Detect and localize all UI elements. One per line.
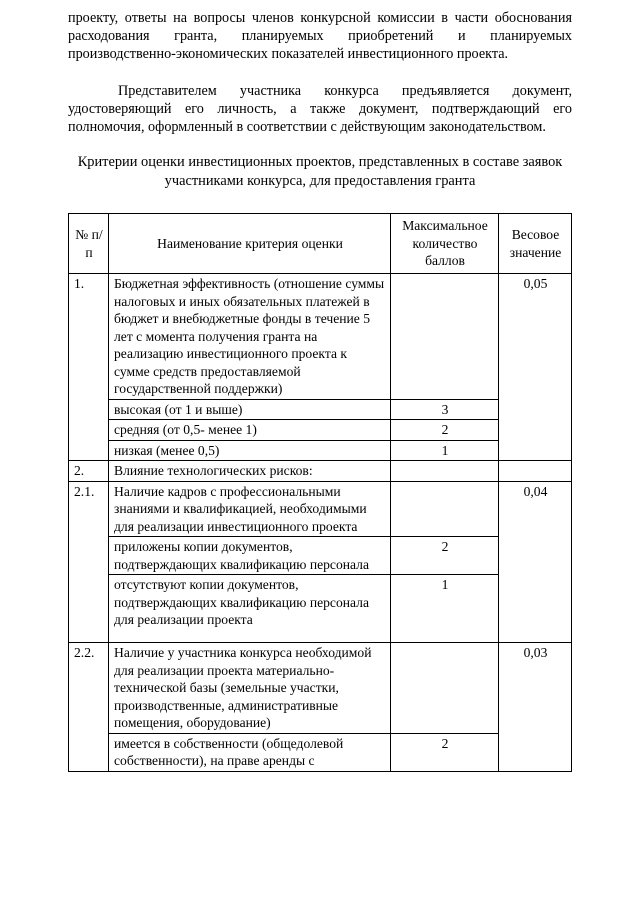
table-caption: Критерии оценки инвестиционных проектов, представленных в составе заявок участниками конкурса, для предоставления гранта [77, 154, 563, 189]
table-row [69, 481, 572, 537]
table-row [69, 461, 572, 482]
header-weight: Весовое значение [499, 214, 572, 274]
criterion-weight: 0,04 [499, 481, 572, 643]
table-row [69, 733, 572, 771]
row-num: 1. [69, 274, 109, 461]
criterion-weight: 0,05 [499, 274, 572, 461]
table-row [69, 440, 572, 461]
criterion-option: приложены копии документов, подтверждающих квалификацию персонала [109, 537, 391, 575]
paragraph-2: Представителем участника конкурса предъявляется документ, удостоверяющий его личность, а также документ, подтверждающий его полномочия, оформленный в соответствии с действующим законодательством. [68, 83, 572, 135]
table-row [69, 274, 572, 400]
option-points: 3 [391, 399, 499, 420]
paragraph-1: проекту, ответы на вопросы членов конкурсной комиссии в части обоснования расходования гранта, планируемых приобретений и планируемых производственно-экономических показателей инвестиционного проекта. [68, 10, 572, 62]
criterion-points [391, 481, 499, 537]
criterion-option: средняя (от 0,5- менее 1) [109, 420, 391, 441]
table-row [69, 399, 572, 420]
criterion-name: Наличие у участника конкурса необходимой для реализации проекта материально-технической базы (земельные участки, производственные, административные помещения, оборудование) [109, 643, 391, 734]
criterion-option: высокая (от 1 и выше) [109, 399, 391, 420]
criterion-option: имеется в собственности (общедолевой собственности), на праве аренды с [109, 733, 391, 771]
option-points: 2 [391, 733, 499, 771]
option-points: 1 [391, 440, 499, 461]
criterion-option: отсутствуют копии документов, подтверждающих квалификацию персонала для реализации проекта [109, 575, 391, 643]
option-points: 2 [391, 537, 499, 575]
table-row [69, 420, 572, 441]
option-points: 1 [391, 575, 499, 643]
table-row [69, 643, 572, 734]
header-max-points: Максимальное количество баллов [391, 214, 499, 274]
criterion-weight [499, 461, 572, 482]
criteria-table [68, 213, 572, 772]
criterion-points [391, 274, 499, 400]
criterion-points [391, 643, 499, 734]
row-num: 2.1. [69, 481, 109, 643]
header-name: Наименование критерия оценки [109, 214, 391, 274]
criterion-weight: 0,03 [499, 643, 572, 772]
table-row [69, 537, 572, 575]
criterion-name: Наличие кадров с профессиональными знаниями и квалификацией, необходимыми для реализации инвестиционного проекта [109, 481, 391, 537]
option-points: 2 [391, 420, 499, 441]
criterion-name: Влияние технологических рисков: [109, 461, 391, 482]
table-row [69, 575, 572, 643]
criterion-points [391, 461, 499, 482]
criterion-option: низкая (менее 0,5) [109, 440, 391, 461]
row-num: 2.2. [69, 643, 109, 772]
row-num: 2. [69, 461, 109, 482]
header-num: № п/п [69, 214, 109, 274]
criterion-name: Бюджетная эффективность (отношение суммы налоговых и иных обязательных платежей в бюджет и внебюджетные фонды в течение 5 лет с момента получения гранта на реализацию инвестиционного проекта к сумме средств предоставляемой государственной поддержки) [109, 274, 391, 400]
